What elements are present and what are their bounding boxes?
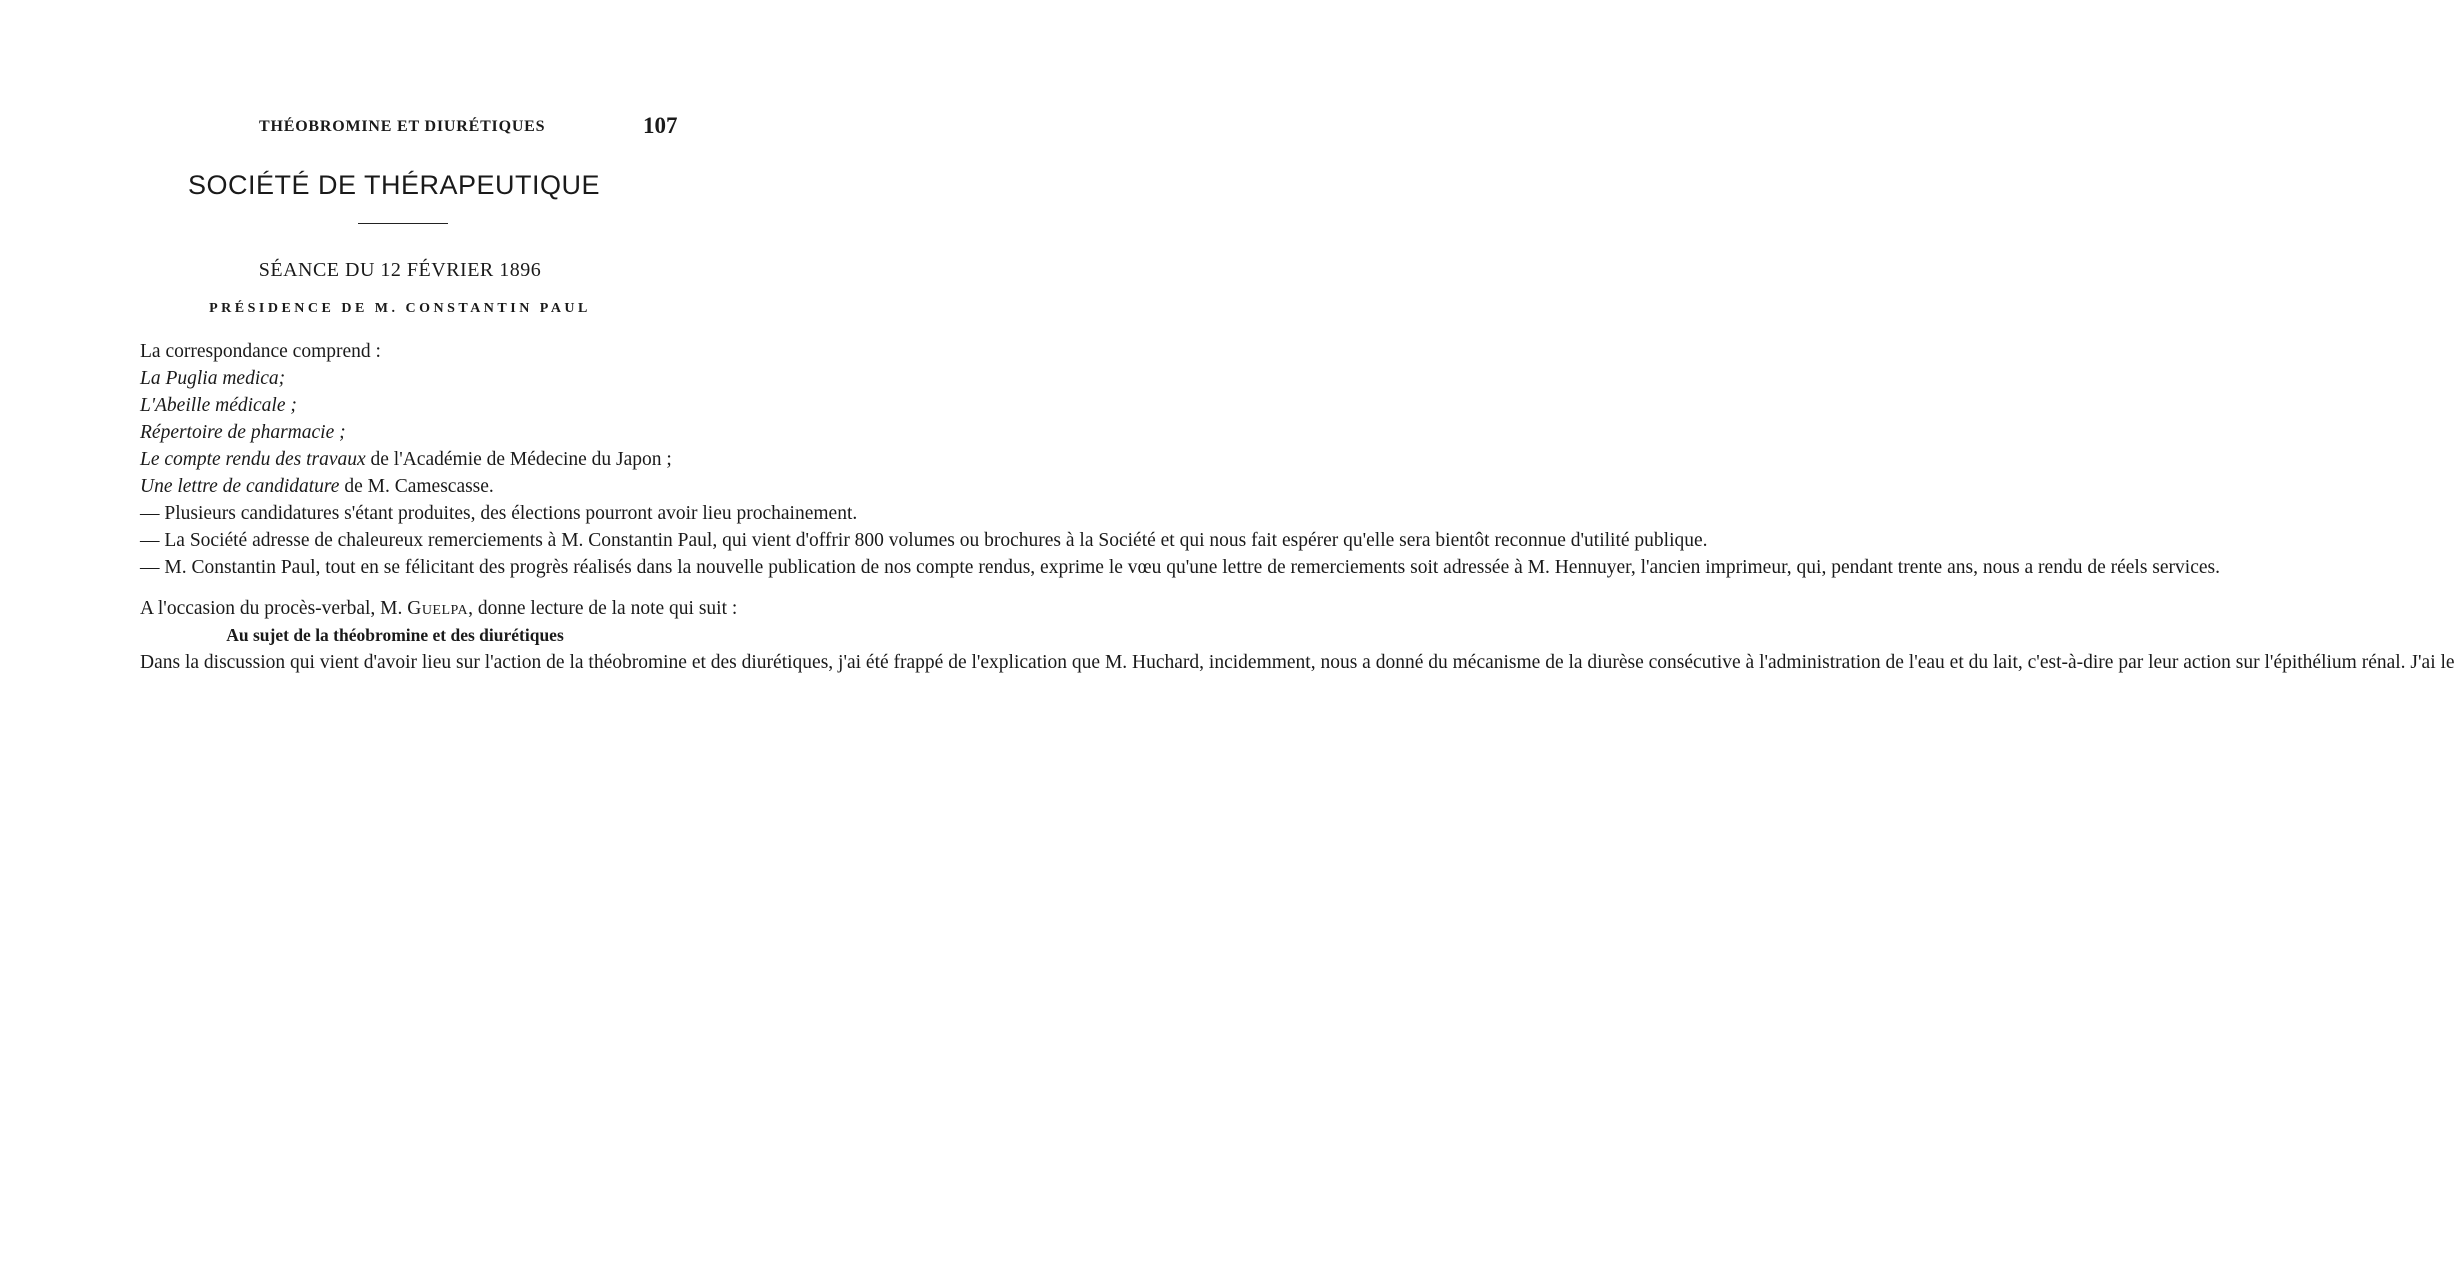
correspondence-intro: La correspondance comprend : <box>140 341 381 362</box>
elections-paragraph: — Plusieurs candidatures s'étant produites, des élections pourront avoir lieu prochainement. <box>140 503 858 524</box>
correspondence-item: Répertoire de pharmacie ; <box>140 422 346 443</box>
correspondence-item: Le compte rendu des travaux de l'Académie de Médecine du Japon ; <box>140 449 672 470</box>
session-title: SÉANCE DU 12 FÉVRIER 1896 <box>258 259 542 281</box>
wish-paragraph: — M. Constantin Paul, tout en se félicitant des progrès réalisés dans la nouvelle publication de nos compte rendus, exprime le vœu qu'une lettre de remerciements soit adressée à M. Hennuyer, l'ancien imprimeur, qui, pendant trente ans, nous a rendu de réels services. <box>140 557 2220 578</box>
correspondence-item: La Puglia medica; <box>140 368 286 389</box>
body-text <box>118 338 2455 676</box>
society-title: SOCIÉTÉ DE THÉRAPEUTIQUE <box>187 170 601 200</box>
page-number: 107 <box>643 113 678 138</box>
correspondence-item: Une lettre de candidature de M. Camescasse. <box>140 476 494 497</box>
title-divider <box>358 223 448 224</box>
correspondence-item: L'Abeille médicale ; <box>140 395 297 416</box>
author-name: Guelpa <box>407 598 469 619</box>
section-subheading: Au sujet de la théobromine et des diurétiques <box>226 625 564 645</box>
minutes-paragraph: A l'occasion du procès-verbal, M. Guelpa, donne lecture de la note qui suit : <box>140 598 738 619</box>
running-head: THÉOBROMINE ET DIURÉTIQUES <box>259 118 546 135</box>
discussion-paragraph: Dans la discussion qui vient d'avoir lieu sur l'action de la théobromine et des diurétiques, j'ai été frappé de l'explication que M. Huchard, incidemment, nous a donné du mécanisme de la diurèse consécutive à l'administration de l'eau et du lait, c'est-à-dire par leur action sur l'épithélium rénal. J'ai le <box>140 652 2455 673</box>
thanks-paragraph: — La Société adresse de chaleureux remerciements à M. Constantin Paul, qui vient d'offrir 800 volumes ou brochures à la Société et qui nous fait espérer qu'elle sera bientôt reconnue d'utilité publique. <box>140 530 1708 551</box>
presidency-line: PRÉSIDENCE DE M. CONSTANTIN PAUL <box>209 301 591 316</box>
